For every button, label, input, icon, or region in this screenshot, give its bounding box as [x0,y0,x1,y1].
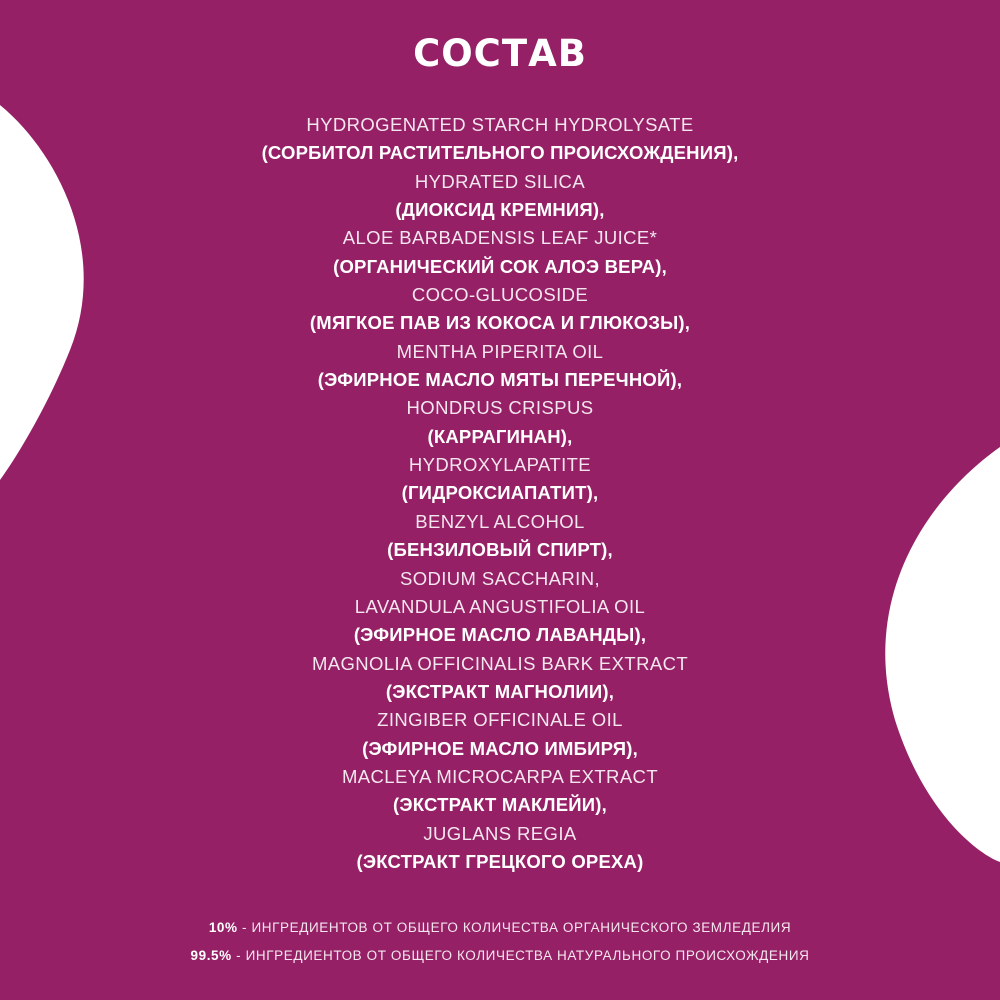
ingredient-separator: , [599,199,605,221]
ingredient-russian-name [0,309,1000,337]
ingredient-russian-label: (ОРГАНИЧЕСКИЙ СОК АЛОЭ ВЕРА) [333,255,662,277]
ingredient-latin-name: HYDRATED SILICA [414,170,586,192]
ingredient-russian-label: (КАРРАГИНАН) [427,425,568,447]
ingredient-russian-name [0,423,1000,451]
ingredient-separator: , [661,255,667,277]
ingredient-latin-name: LAVANDULA ANGUSTIFOLIA OIL [354,595,646,617]
ingredient-latin-name: BENZYL ALCOHOL [415,510,585,532]
ingredient-russian-label: (ЭКСТРАКТ ГРЕЦКОГО ОРЕХА) [356,850,644,872]
ingredient-separator: , [601,794,607,816]
ingredient-russian-name [0,536,1000,564]
ingredient-russian-name [0,621,1000,649]
ingredient-latin-name: HYDROGENATED STARCH HYDROLYSATE [306,114,694,135]
ingredient-separator: , [733,142,739,164]
ingredient-russian-label: (ЭКСТРАКТ МАКЛЕЙИ) [393,794,602,816]
ingredient-russian-name [0,366,1000,394]
ingredient-russian-name [0,848,1000,876]
ingredient-latin-name: JUGLANS REGIA [423,822,577,844]
footnotes [0,914,1000,970]
ingredient-separator: , [632,737,638,759]
ingredient-latin-name: SODIUM SACCHARIN, [399,567,601,589]
ingredient-separator: , [640,624,647,646]
ingredient-latin-name: HYDROXYLAPATITE [408,454,592,476]
ingredient-russian-label: (СОРБИТОЛ РАСТИТЕЛЬНОГО ПРОИСХОЖДЕНИЯ) [261,142,734,164]
ingredient-russian-label: (ЭФИРНОЕ МАСЛО МЯТЫ ПЕРЕЧНОЙ) [317,369,677,391]
footnote-percent: 99.5% [190,948,232,963]
ingredient-list [0,111,1000,876]
ingredient-russian-label: (ЭКСТРАКТ МАГНОЛИИ) [385,680,609,702]
footnote-percent: 10% [208,920,238,935]
ingredient-russian-label: (БЕНЗИЛОВЫЙ СПИРТ) [387,539,608,561]
ingredient-russian-name [0,735,1000,763]
ingredient-separator: , [676,369,683,391]
ingredient-russian-name [0,791,1000,819]
ingredient-latin-name: COCO-GLUCOSIDE [411,284,589,306]
footnote-line [0,914,1000,942]
footnote-line [0,942,1000,970]
ingredient-russian-label: (ЭФИРНОЕ МАСЛО ИМБИРЯ) [362,737,633,759]
ingredient-latin-name: MENTHA PIPERITA OIL [396,340,604,362]
ingredient-separator: , [607,539,613,561]
ingredient-latin-name: ZINGIBER OFFICINALE OIL [377,709,623,731]
footnote-text: - ИНГРЕДИЕНТОВ ОТ ОБЩЕГО КОЛИЧЕСТВА НАТУРАЛЬНОГО ПРОИСХОЖДЕНИЯ [231,948,810,963]
ingredient-russian-label: (ЭФИРНОЕ МАСЛО ЛАВАНДЫ) [353,624,641,646]
ingredient-separator: , [684,312,691,334]
ingredient-russian-name [0,253,1000,281]
ingredient-russian-label: (ДИОКСИД КРЕМНИЯ) [395,199,600,221]
ingredient-separator: , [608,680,615,702]
ingredient-russian-name [0,196,1000,224]
ingredient-separator: , [567,425,573,447]
ingredient-russian-label: (МЯГКОЕ ПАВ ИЗ КОКОСА И ГЛЮКОЗЫ) [309,312,685,334]
ingredient-latin-name: MAGNOLIA OFFICINALIS BARK EXTRACT [311,652,689,674]
ingredient-latin-name: MACLEYA MICROCARPA EXTRACT [341,765,659,787]
footnote-text: - ИНГРЕДИЕНТОВ ОТ ОБЩЕГО КОЛИЧЕСТВА ОРГАНИЧЕСКОГО ЗЕМЛЕДЕЛИЯ [237,920,792,935]
ingredient-russian-name [0,139,1000,167]
ingredient-latin-name: HONDRUS CRISPUS [406,397,594,419]
ingredient-separator: , [593,482,599,504]
page-title: СОСТАВ [413,32,587,75]
ingredient-russian-name [0,479,1000,507]
ingredient-russian-label: (ГИДРОКСИАПАТИТ) [401,482,594,504]
ingredient-russian-name [0,678,1000,706]
ingredient-latin-name: ALOE BARBADENSIS LEAF JUICE* [342,227,658,249]
